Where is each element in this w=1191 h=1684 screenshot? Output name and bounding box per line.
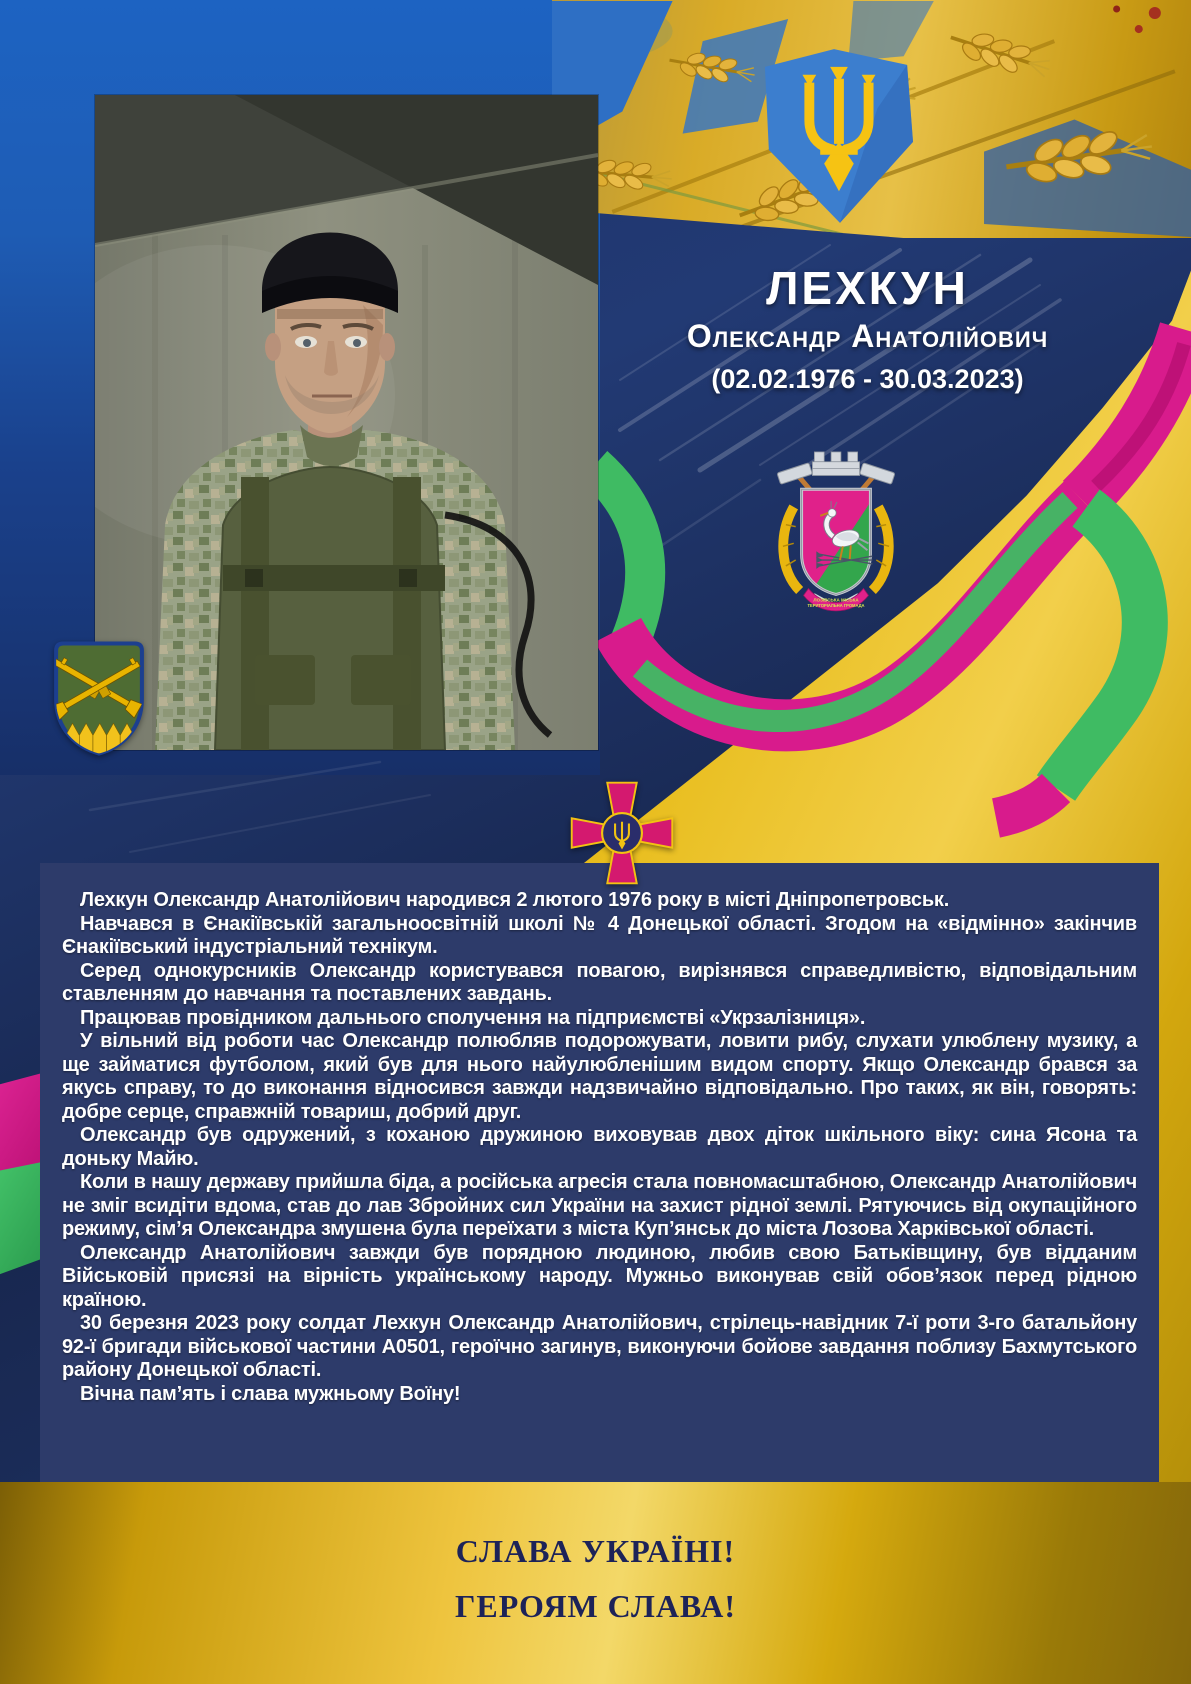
bio-paragraph: Навчався в Єнакіївській загальноосвітній школі № 4 Донецької області. Згодом на «відмінно» закінчив Єнакіївський індустріальний технікум. <box>62 912 1137 958</box>
brigade-patch-icon <box>46 638 152 760</box>
lozova-coat-of-arms <box>762 448 910 620</box>
bio-paragraph: Олександр був одружений, з коханою дружиною виховував двох діток шкільного віку: сина Ясона та доньку Майю. <box>62 1124 1137 1170</box>
bio-paragraph: Коли в нашу державу прийшла біда, а російська агресія стала повномасштабною, Олександр Анатолійович не зміг всидіти вдома, став до лав Збройних сил України на захист рідної землі. Рятуючись від окупаційного режиму, сім’я Олександра змушена була переїхати з міста Куп’янськ до міста Лозова Харківської області. <box>62 1171 1137 1240</box>
coat-of-arms-ribbon-text-1: ЛОЗІВСЬКА МІСЬКА <box>813 597 859 603</box>
biography-panel <box>40 863 1159 1482</box>
soldier-portrait-illustration <box>95 95 598 750</box>
title-block <box>575 262 1160 396</box>
slogan-block <box>0 1524 1191 1634</box>
bio-paragraph: Олександр Анатолійович завжди був порядною людиною, любив свою Батьківщину, був відданим Військовій присязі на вірність українському народу. Мужньо виконував свій обов’язок перед рідною країною. <box>62 1241 1137 1311</box>
bio-paragraph: 30 березня 2023 року солдат Лехкун Олександр Анатолійович, стрілець-навідник 7-ї роти 3-го батальйону 92-ї бригади військової частини А0501, героїчно загинув, виконуючи бойове завдання поблизу Бахмутського району Донецької області. <box>62 1312 1137 1381</box>
slogan-line-1: СЛАВА УКРАЇНІ! <box>455 1533 736 1569</box>
given-names: Олександр Анатолійович <box>686 318 1049 354</box>
bio-paragraph: Працював провідником дальнього сполучення на підприємстві «Укрзалізниця». <box>80 1006 866 1029</box>
bio-paragraph: У вільний від роботи час Олександр полюбляв подорожувати, ловити рибу, слухати улюблену музику, а ще займатися футболом, який був для нього найулюбленішим видом спорту. Якщо Олександр брався за якусь справу, то до виконання відносився завжди надзвичайно відповідально. Про таких, як він, говорять: добре серце, справжній товариш, добрий друг. <box>62 1030 1137 1123</box>
life-dates: (02.02.1976 - 30.03.2023) <box>711 364 1024 394</box>
ukraine-trident-shield-icon <box>757 47 915 225</box>
bio-paragraph: Серед однокурсників Олександр користувався повагою, вирізнявся справедливістю, відповідальним ставленням до навчання та поставлених завдань. <box>62 959 1137 1005</box>
portrait-photo <box>95 95 598 750</box>
armed-forces-cross-icon <box>570 778 674 888</box>
bio-paragraph: Вічна пам’ять і слава мужньому Воїну! <box>80 1382 461 1405</box>
slogan-line-2: ГЕРОЯМ СЛАВА! <box>454 1588 737 1624</box>
surname: ЛЕХКУН <box>766 262 969 314</box>
left-ribbon-green <box>0 1162 42 1280</box>
coat-of-arms-ribbon-text-2: ТЕРИТОРІАЛЬНА ГРОМАДА <box>807 603 865 609</box>
bio-paragraph: Лехкун Олександр Анатолійович народився 2 лютого 1976 року в місті Дніпропетровськ. <box>80 889 950 911</box>
